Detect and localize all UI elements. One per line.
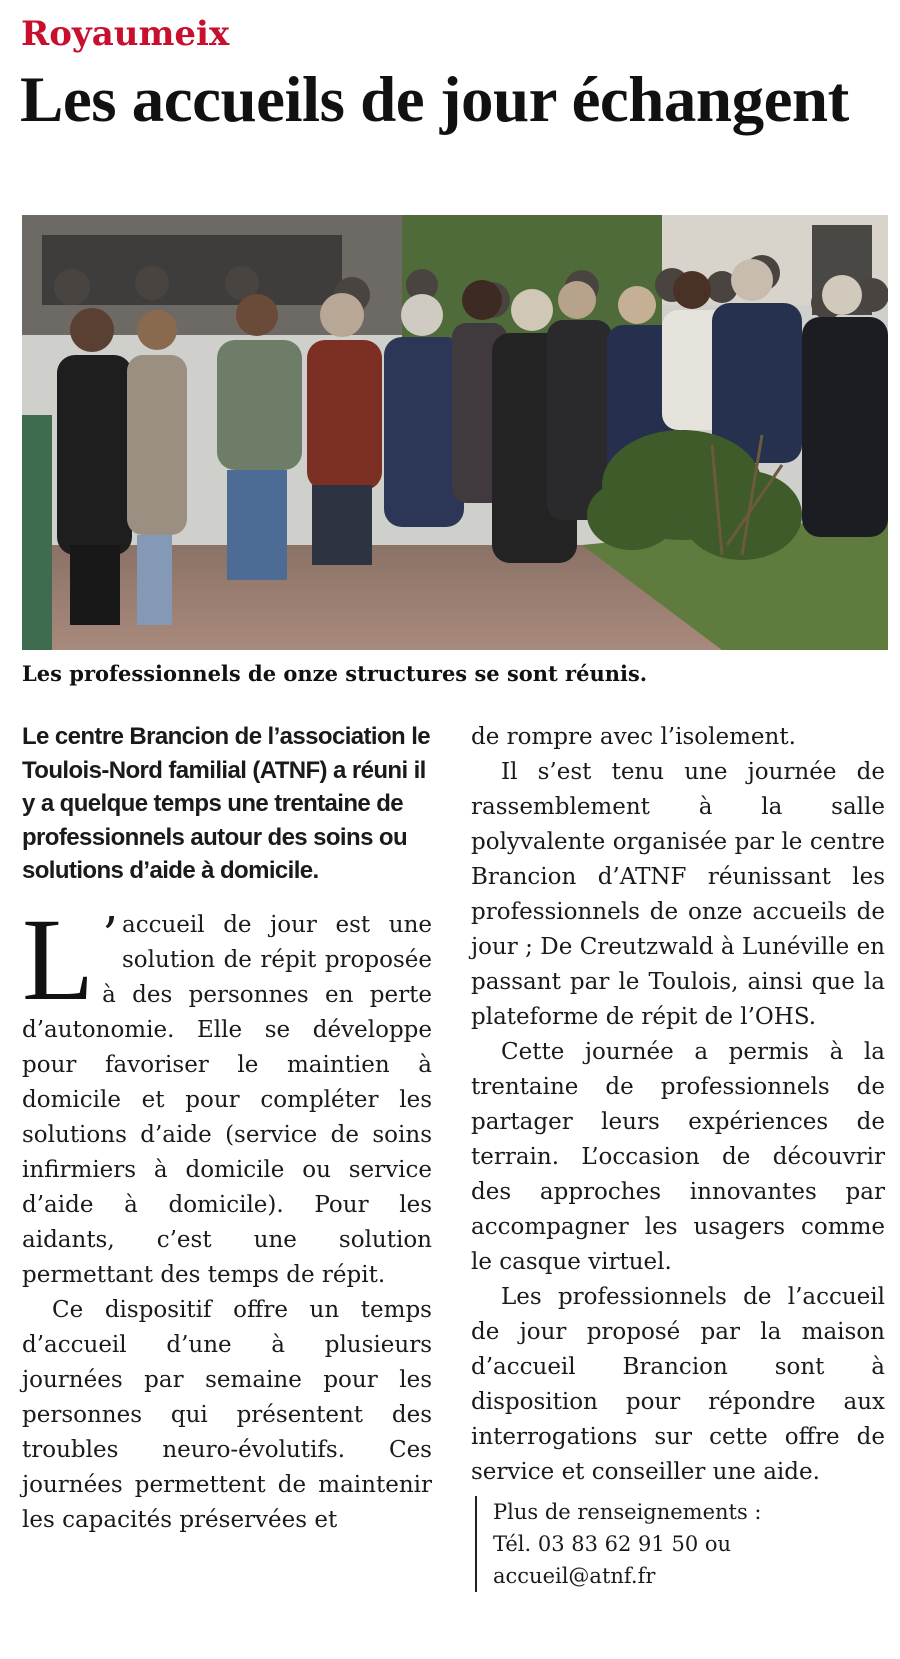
contact-info-title: Plus de renseignements :: [493, 1500, 762, 1524]
drop-cap-apostrophe: ’: [102, 905, 118, 964]
article-paragraph-5: Les professionnels de l’accueil de jour proposé par la maison d’accueil Brancion sont à disposition pour répondre aux interrogations sur cette offre de service et conseiller une aide.: [471, 1284, 885, 1485]
drop-cap: L: [22, 893, 95, 1025]
group-photo: [22, 215, 888, 650]
article-headline: Les accueils de jour échangent: [20, 64, 849, 136]
section-kicker: Royaumeix: [21, 14, 230, 54]
article-paragraph-2-continued: de rompre avec l’isolement.: [471, 724, 796, 750]
article-lead: Le centre Brancion de l’association le Toulois-Nord familial (ATNF) a réuni il y a quelque temps une trentaine de professionnels autour des soins ou solutions d’aide à domicile.: [22, 723, 431, 884]
article-column-right: [471, 720, 885, 1592]
contact-info-details: Tél. 03 83 62 91 50 ou accueil@atnf.fr: [493, 1532, 732, 1588]
article-paragraph-1: [22, 893, 432, 1293]
contact-info-box: [475, 1496, 885, 1592]
photo-caption: Les professionnels de onze structures se sont réunis.: [22, 661, 648, 686]
article-paragraph-4: Cette journée a permis à la trentaine de professionnels de partager leurs expériences de terrain. L’occasion de découvrir des approches innovantes par accompagner les usagers comme le casque virtuel.: [471, 1039, 885, 1275]
article-paragraph-3: Il s’est tenu une journée de rassemblement à la salle polyvalente organisée par le centre Brancion d’ATNF réunissant les professionnels de onze accueils de jour ; De Creutzwald à Lunéville en passant par le Toulois, ainsi que la plateforme de répit de l’OHS.: [471, 759, 885, 1030]
article-paragraph-1-text: accueil de jour est une solution de répit proposée à des personnes en perte d’autonomie. Elle se développe pour favoriser le maintien à domicile et pour compléter les solutions d’aide (service de soins infirmiers à domicile ou service d’aide à domicile). Pour les aidants, c’est une solution permettant des temps de répit.: [22, 911, 432, 1288]
article-column-left: [22, 720, 432, 1538]
article-paragraph-2: Ce dispositif offre un temps d’accueil d’une à plusieurs journées par semaine pour les personnes qui présentent des troubles neuro-évolutifs. Ces journées permettent de maintenir les capacités préservées et: [22, 1296, 432, 1533]
